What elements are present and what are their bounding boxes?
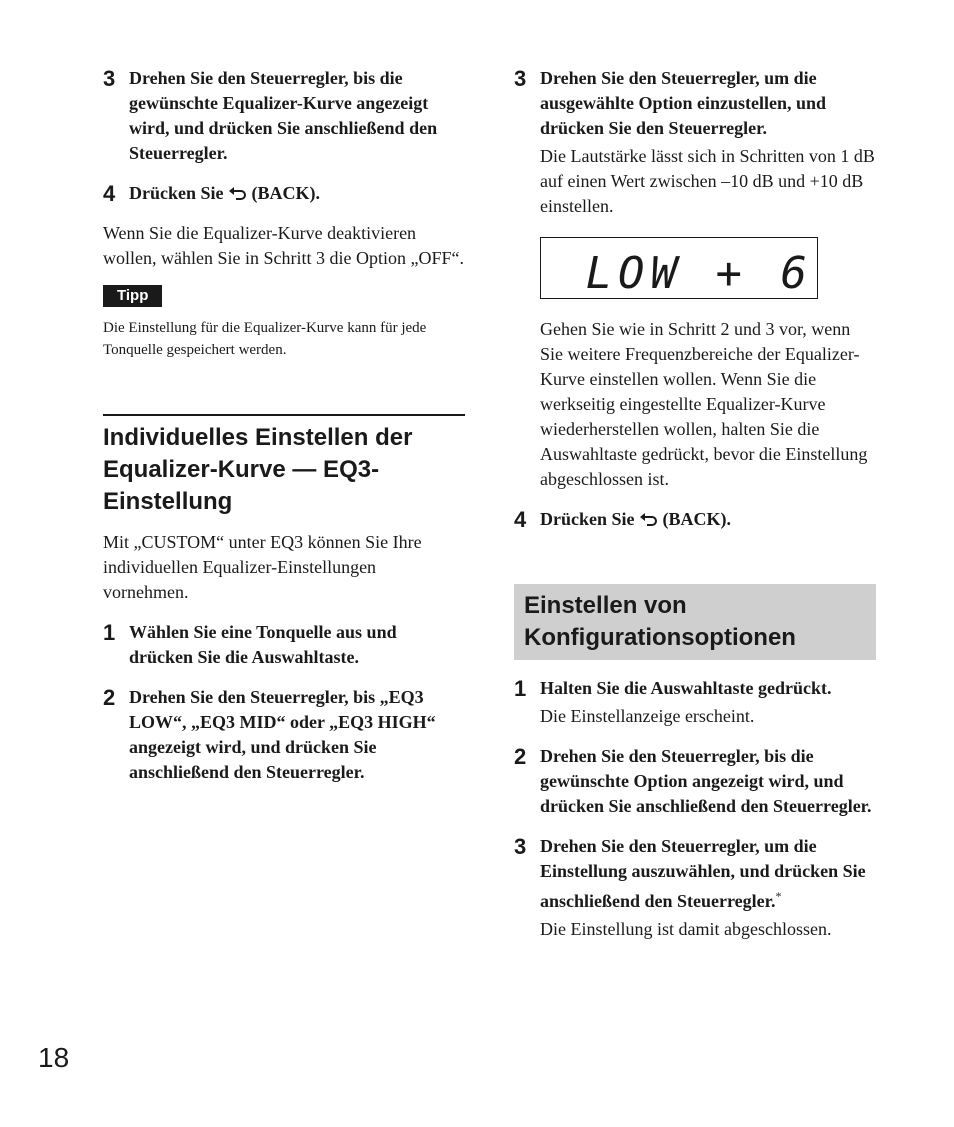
lcd-display-graphic [541,238,817,298]
step-number: 2 [514,744,527,769]
step-number: 4 [103,181,116,206]
step-text-post: (BACK). [251,183,320,203]
step-3-adjust-level [514,66,876,219]
step-body: Die Einstellung ist damit abgeschlossen. [540,919,832,939]
step-1-hold-select [514,676,876,729]
step-number: 4 [514,507,527,532]
page-number: 18 [38,1042,70,1073]
step-2-select-option [514,744,876,819]
step-number: 2 [103,685,116,710]
right-column [514,66,876,957]
tip-label: Tipp [103,285,162,307]
lcd-text: LOW + 6 [585,248,813,298]
step-text: Drehen Sie den Steuerregler, bis die gewünschte Equalizer-Kurve angezeigt wird, und drücken Sie anschließend den Steuerregler. [129,68,438,163]
step-number: 1 [514,676,527,701]
section-heading-eq3: Individuelles Einstellen der Equalizer-Kurve — EQ3-Einstellung [103,424,413,515]
step-text: Halten Sie die Auswahltaste gedrückt. [540,678,832,698]
step-text-main: Drehen Sie den Steuerregler, um die Einstellung auszuwählen, und drücken Sie anschließend den Steuerregler. [540,836,866,911]
step-4-back [514,507,876,532]
step-text: Drehen Sie den Steuerregler, bis „EQ3 LOW“, „EQ3 MID“ oder „EQ3 HIGH“ angezeigt wird, und drücken Sie anschließend den Steuerregler. [129,687,436,782]
step-1-select-source [103,620,465,670]
section-heading-box [514,584,876,660]
step-number: 3 [514,66,527,91]
step-4-back [103,181,465,206]
step-text [540,507,876,532]
deactivate-paragraph: Wenn Sie die Equalizer-Kurve deaktivieren wollen, wählen Sie in Schritt 3 die Option „OFF“. [103,223,464,268]
further-bands-paragraph: Gehen Sie wie in Schritt 2 und 3 vor, wenn Sie weitere Frequenzbereiche der Equalizer-Kurve einstellen wollen. Wenn Sie die werkseitig eingestellte Equalizer-Kurve wiederherstellen wollen, halten Sie die Auswahltaste gedrückt, bevor die Einstellung abgeschlossen ist. [540,319,868,489]
lcd-display [540,237,818,299]
step-number: 3 [103,66,116,91]
step-body: Die Einstellanzeige erscheint. [540,706,755,726]
step-2-select-band [103,685,465,785]
step-text: Drehen Sie den Steuerregler, um die ausgewählte Option einzustellen, und drücken Sie den Steuerregler. [540,68,827,138]
step-text-pre: Drücken Sie [129,183,224,203]
step-text [540,834,876,914]
step-number: 3 [514,834,527,859]
step-text: Wählen Sie eine Tonquelle aus und drücken Sie die Auswahltaste. [129,622,397,667]
section-rule [103,414,465,416]
tip-text: Die Einstellung für die Equalizer-Kurve kann für jede Tonquelle gespeichert werden. [103,320,427,358]
back-icon [639,511,659,527]
step-body: Die Lautstärke lässt sich in Schritten von 1 dB auf einen Wert zwischen –10 dB und +10 dB einstellen. [540,146,875,216]
section-heading-config: Einstellen von Konfigurationsoptionen [524,592,796,651]
step-3-select-curve [103,66,465,166]
back-icon [228,185,248,201]
step-text: Drehen Sie den Steuerregler, bis die gewünschte Option angezeigt wird, und drücken Sie anschließend den Steuerregler. [540,746,872,816]
eq3-intro: Mit „CUSTOM“ unter EQ3 können Sie Ihre individuellen Equalizer-Einstellungen vornehmen. [103,532,422,602]
step-number: 1 [103,620,116,645]
step-text-pre: Drücken Sie [540,509,635,529]
step-3-select-setting [514,834,876,942]
left-column [103,66,465,800]
footnote-mark: * [775,889,782,903]
step-text-post: (BACK). [662,509,731,529]
step-text [129,181,465,206]
